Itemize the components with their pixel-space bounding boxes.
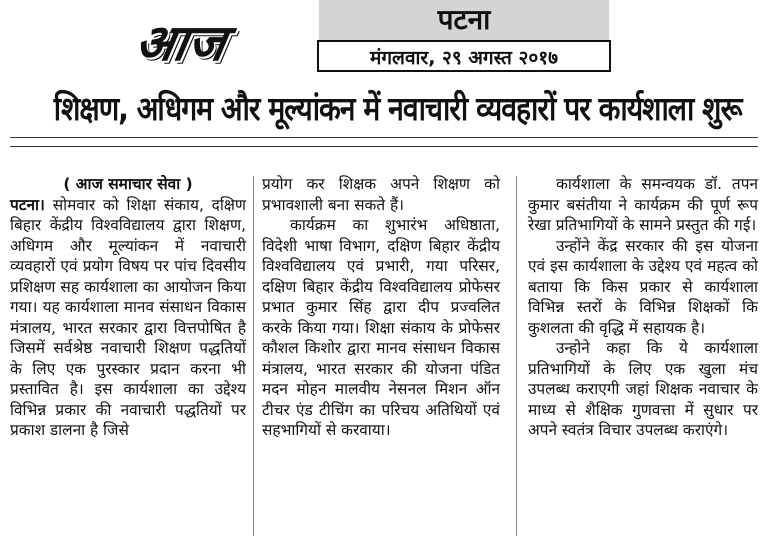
article-paragraph: कार्यशाला के समन्वयक डॉ. तपन कुमार बसंतीया ने कार्यक्रम की पूर्ण रूप रेखा प्रतिभागियों के सामने प्रस्तुत की गई। [528, 175, 758, 234]
newspaper-logo: आज [130, 14, 232, 72]
article-paragraph: प्रयोग कर शिक्षक अपने शिक्षण को प्रभावशाली बना सकते हैं। [262, 175, 500, 214]
paragraph-text: सोमवार को शिक्षा संकाय, दक्षिण बिहार केंद्रीय विश्वविद्यालय द्वारा शिक्षण, अधिगम और मूल्यांकन में नवाचारी व्यवहारों एवं प्रयोग विषय पर पांच दिवसीय प्रशिक्षण सह कार्यशाला का आयोजन किया गया। यह कार्यशाला मानव संसाधन विकास मंत्रालय, भारत सरकार द्वारा वित्तपोषित है जिसमें सर्वश्रेष्ठ नवाचारी शिक्षण पद्धतियों के लिए एक पुरस्कार प्रदान करना भी प्रस्तावित है। इस कार्यशाला का उद्देश्य विभिन्न प्रकार की नवाचारी पद्धतियों पर प्रकाश डालना है जिसे [10, 195, 246, 439]
column-divider [516, 176, 517, 536]
article-paragraph: उन्होने कहा कि ये कार्यशाला प्रतिभागियों के लिए एक खुला मंच उपलब्ध कराएगी जहां शिक्षक नवाचार के माध्य से शैक्षिक गुणवत्ता में सुधार पर अपने स्वतंत्र विचार उपलब्ध कराएंगे। [528, 339, 758, 439]
article-paragraph: कार्यक्रम का शुभारंभ अधिष्ठाता, विदेशी भाषा विभाग, दक्षिण बिहार केंद्रीय विश्वविद्यालय एवं प्रभारी, गया परिसर, दक्षिण बिहार केंद्रीय विश्वविद्यालय प्रोफेसर प्रभात कुमार सिंह द्वारा दीप प्रज्वलित करके किया गया। शिक्षा संकाय के प्रोफेसर कौशल किशोर द्वारा मानव संसाधन विकास मंत्रालय, भारत सरकार की योजना पंडित मदन मोहन मालवीय नेसनल मिशन ऑन टीचर एंड टीचिंग का परिचय अतिथियों एवं सहभागियों से करवाया। [262, 216, 500, 439]
headline-divider [10, 137, 758, 147]
article-column-2 [262, 174, 500, 441]
publication-date: मंगलवार, २९ अगस्त २०१७ [317, 40, 611, 72]
city-label: पटना [319, 0, 609, 40]
article-paragraph: उन्होंने केंद्र सरकार की इस योजना एवं इस कार्यशाला के उद्देश्य एवं महत्व को बताया कि किस प्रकार से कार्यशाला विभिन्न स्तरों के विभिन्न शिक्षकों कि कुशलता की वृद्धि में सहायक है। [528, 236, 758, 337]
article-column-3 [528, 174, 758, 441]
column-divider [253, 176, 254, 536]
news-agency-credit: ( आज समाचार सेवा ) [63, 175, 193, 193]
article-paragraph [10, 195, 246, 441]
dateline: पटना। [10, 195, 45, 214]
article-column-1 [10, 174, 246, 441]
article-headline: शिक्षण, अधिगम और मूल्यांकन में नवाचारी व्यवहारों पर कार्यशाला शुरू [53, 89, 742, 128]
